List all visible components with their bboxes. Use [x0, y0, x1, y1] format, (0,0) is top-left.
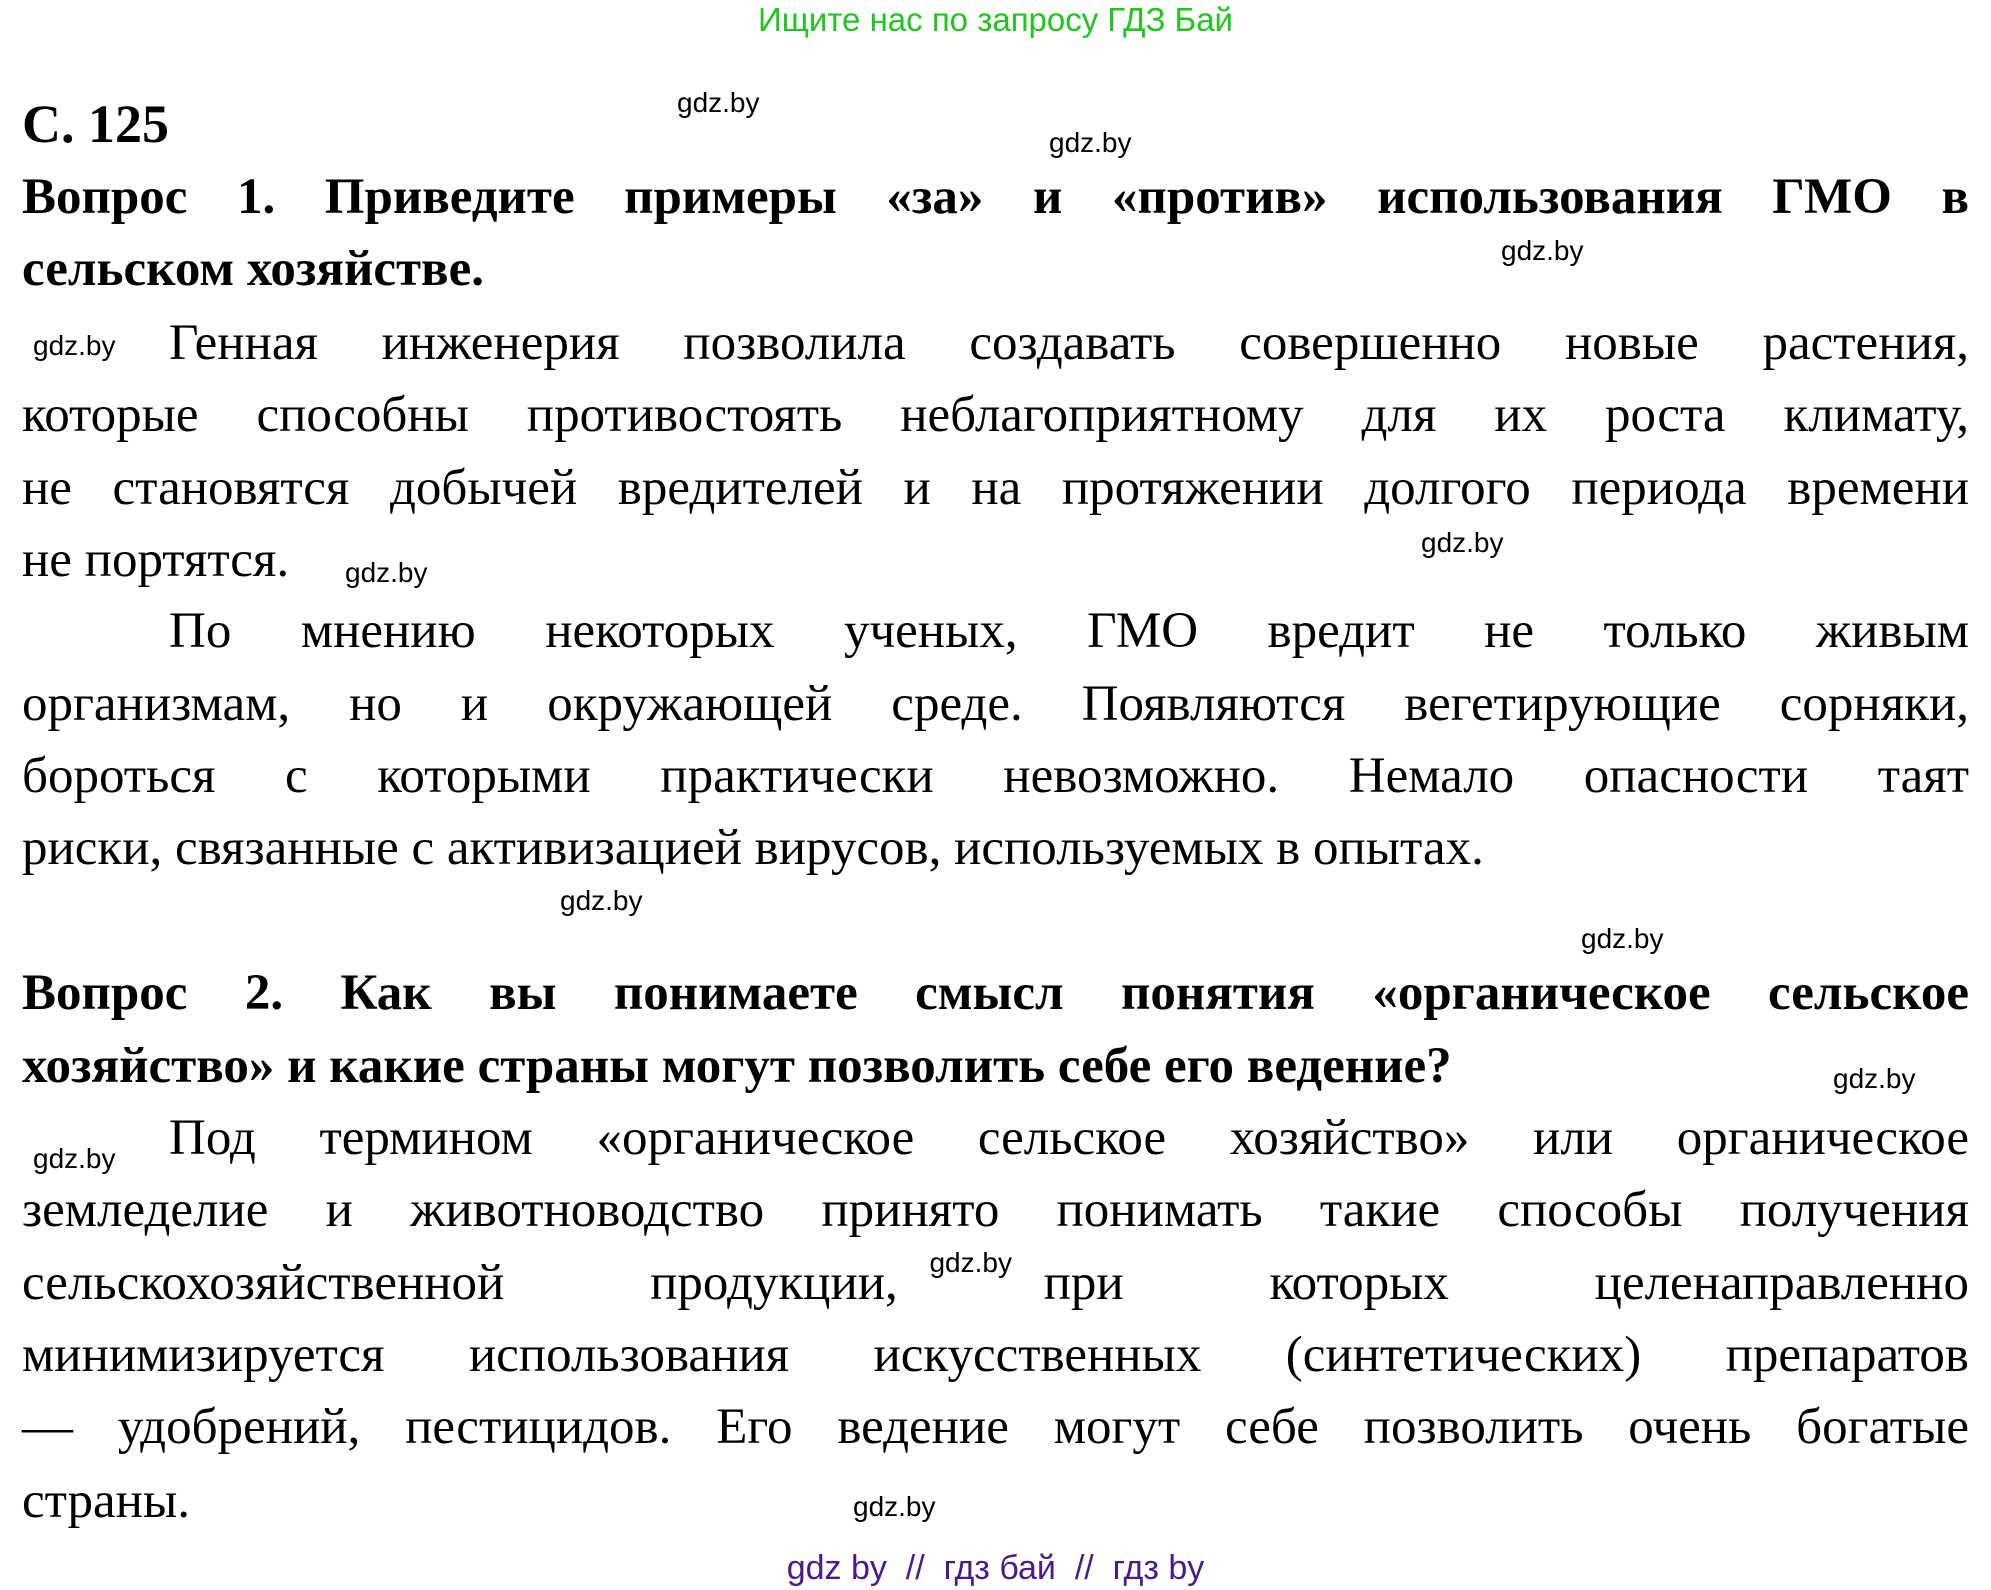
word: которых: [1269, 1255, 1449, 1311]
footer-links[interactable]: gdz by // гдз бай // гдз by: [786, 1549, 1205, 1587]
word: целенаправленно: [1594, 1255, 1969, 1311]
watermark: gdz.by: [929, 1247, 1012, 1278]
q1-paragraph1-line: не портятся.: [22, 532, 290, 588]
word: при: [1043, 1255, 1124, 1311]
watermark: gdz.by: [33, 330, 116, 361]
word: сельскохозяйственной: [22, 1255, 505, 1311]
q1-paragraph2-line: По мнению некоторых ученых, ГМО вредит не только живым: [169, 603, 1969, 659]
watermark: gdz.by: [1501, 235, 1584, 266]
watermark: gdz.by: [345, 557, 428, 588]
page-number: С. 125: [22, 94, 169, 154]
q2-paragraph-line: Под термином «органическое сельское хозяйство» или органическое: [169, 1110, 1969, 1166]
watermark: gdz.by: [853, 1491, 936, 1522]
watermark: gdz.by: [1581, 923, 1664, 954]
question2-heading-line: хозяйство» и какие страны могут позволить себе его ведение?: [22, 1038, 1452, 1094]
q2-paragraph-line: земледелие и животноводство принято понимать такие способы получения: [22, 1182, 1969, 1238]
q1-paragraph2-line: организмам, но и окружающей среде. Появляются вегетирующие сорняки,: [22, 676, 1969, 732]
watermark: gdz.by: [677, 87, 760, 118]
question1-heading-line: Вопрос 1. Приведите примеры «за» и «против» использования ГМО в: [22, 169, 1969, 225]
watermark: gdz.by: [33, 1143, 116, 1174]
q1-paragraph1-line: не становятся добычей вредителей и на протяжении долгого периода времени: [22, 460, 1969, 516]
watermark: gdz.by: [1421, 527, 1504, 558]
word: продукции,: [650, 1255, 898, 1311]
question2-heading-line: Вопрос 2. Как вы понимаете смысл понятия «органическое сельское: [22, 965, 1969, 1021]
q1-paragraph1-line: которые способны противостоять неблагоприятному для их роста климату,: [22, 387, 1969, 443]
top-banner: Ищите нас по запросу ГДЗ Бай: [758, 1, 1233, 38]
q2-paragraph-line: — удобрений, пестицидов. Его ведение могут себе позволить очень богатые: [22, 1399, 1969, 1455]
watermark: gdz.by: [1833, 1063, 1916, 1094]
q1-paragraph1-line: Генная инженерия позволила создавать совершенно новые растения,: [169, 315, 1969, 371]
watermark: gdz.by: [560, 885, 643, 916]
q2-paragraph-line: страны.: [22, 1473, 190, 1529]
q1-paragraph2-line: риски, связанные с активизацией вирусов, используемых в опытах.: [22, 820, 1484, 876]
q1-paragraph2-line: бороться с которыми практически невозможно. Немало опасности таят: [22, 748, 1969, 804]
question1-heading-line: сельском хозяйстве.: [22, 241, 484, 297]
watermark: gdz.by: [1049, 127, 1132, 158]
q2-paragraph-line: минимизируется использования искусственных (синтетических) препаратов: [22, 1327, 1969, 1383]
